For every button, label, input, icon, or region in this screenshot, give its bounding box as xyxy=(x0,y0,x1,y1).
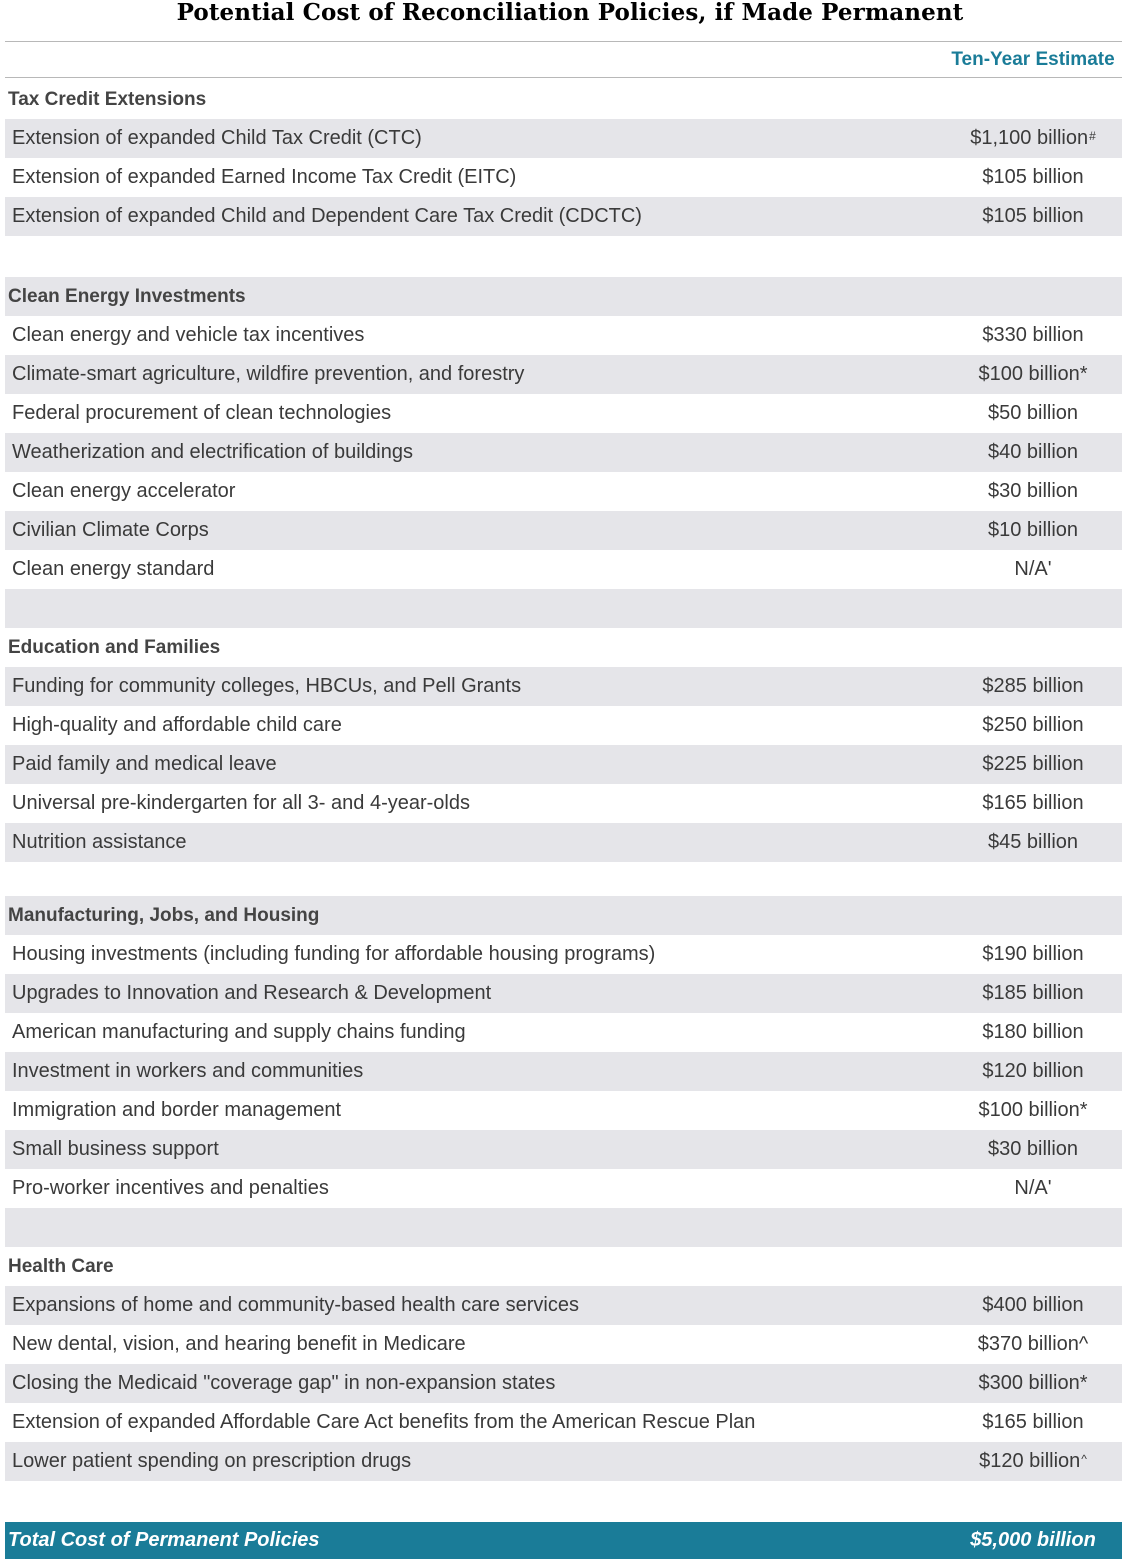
table-row xyxy=(5,472,1122,511)
policy-label: Housing investments (including funding for affordable housing programs) xyxy=(12,943,656,965)
policy-label: Weatherization and electrification of buildings xyxy=(12,441,413,463)
cost-value-text: $10 billion xyxy=(987,519,1079,541)
cost-value-text: $400 billion xyxy=(982,1294,1084,1316)
header-divider xyxy=(5,77,1122,78)
policy-label: Extension of expanded Affordable Care Act benefits from the American Rescue Plan xyxy=(12,1411,756,1433)
table-row xyxy=(5,784,1122,823)
section-heading-label: Health Care xyxy=(8,1255,114,1277)
policy-label: Pro-worker incentives and penalties xyxy=(12,1177,329,1199)
cost-value xyxy=(940,472,1122,511)
cost-value-text: $120 billion xyxy=(979,1450,1081,1472)
cost-value xyxy=(940,1286,1122,1325)
policy-label: American manufacturing and supply chains funding xyxy=(12,1021,466,1043)
policy-label: Lower patient spending on prescription drugs xyxy=(12,1450,412,1472)
policy-label: Federal procurement of clean technologies xyxy=(12,402,392,424)
cost-value-text: $330 billion xyxy=(982,324,1084,346)
table-row xyxy=(5,316,1122,355)
section-heading-label: Manufacturing, Jobs, and Housing xyxy=(8,904,320,926)
policy-label: Funding for community colleges, HBCUs, and Pell Grants xyxy=(12,675,522,697)
table-row xyxy=(5,197,1122,236)
section-heading-tax-credit-extensions xyxy=(5,80,1122,119)
cost-value-text: $180 billion xyxy=(982,1021,1084,1043)
cost-value xyxy=(940,1091,1122,1130)
title-divider xyxy=(5,41,1122,42)
policy-label: Clean energy standard xyxy=(12,558,215,580)
table-row xyxy=(5,158,1122,197)
total-value: $5,000 billion xyxy=(970,1529,1096,1551)
policy-label: Universal pre-kindergarten for all 3- and 4-year-olds xyxy=(12,792,470,814)
policy-label: Immigration and border management xyxy=(12,1099,342,1121)
table-row xyxy=(5,355,1122,394)
policy-label: Expansions of home and community-based health care services xyxy=(12,1294,579,1316)
cost-value-text: $250 billion xyxy=(982,714,1084,736)
cost-value xyxy=(940,197,1122,236)
cost-value xyxy=(940,158,1122,197)
policy-label: Civilian Climate Corps xyxy=(12,519,209,541)
table-row xyxy=(5,1130,1122,1169)
cost-value xyxy=(940,355,1122,394)
table-row xyxy=(5,433,1122,472)
table-row xyxy=(5,667,1122,706)
cost-value xyxy=(940,1052,1122,1091)
cost-value-text: $100 billion* xyxy=(978,363,1088,385)
cost-value xyxy=(940,316,1122,355)
table-row xyxy=(5,1286,1122,1325)
section-heading-education-and-families xyxy=(5,628,1122,667)
table-row xyxy=(5,1442,1122,1481)
table-row xyxy=(5,1403,1122,1442)
cost-value-text: $185 billion xyxy=(982,982,1084,1004)
policy-label: Extension of expanded Child and Dependent Care Tax Credit (CDCTC) xyxy=(12,205,642,227)
spacer-row xyxy=(5,236,1122,275)
table-row xyxy=(5,1169,1122,1208)
cost-value-text: $45 billion xyxy=(987,831,1079,853)
cost-value-text: $165 billion xyxy=(982,792,1084,814)
cost-value-text: N/A' xyxy=(1014,558,1052,580)
cost-value xyxy=(940,1130,1122,1169)
policy-label: Extension of expanded Child Tax Credit (CTC) xyxy=(12,127,422,149)
table-row xyxy=(5,550,1122,589)
total-row xyxy=(5,1522,1122,1559)
cost-value-text: $105 billion xyxy=(982,166,1084,188)
spacer-row xyxy=(5,589,1122,628)
table-row xyxy=(5,511,1122,550)
policy-label: Nutrition assistance xyxy=(12,831,187,853)
cost-value xyxy=(940,706,1122,745)
cost-value-text: $30 billion xyxy=(987,480,1079,502)
policy-label: Extension of expanded Earned Income Tax Credit (EITC) xyxy=(12,166,517,188)
cost-value xyxy=(940,550,1122,589)
policy-label: Investment in workers and communities xyxy=(12,1060,364,1082)
cost-value xyxy=(940,511,1122,550)
cost-value xyxy=(940,784,1122,823)
policy-label: Climate-smart agriculture, wildfire prevention, and forestry xyxy=(12,363,525,385)
table-row xyxy=(5,119,1122,158)
table-row xyxy=(5,1325,1122,1364)
cost-value-text: $370 billion^ xyxy=(977,1333,1089,1355)
table-row xyxy=(5,935,1122,974)
total-label: Total Cost of Permanent Policies xyxy=(8,1529,320,1551)
table-row xyxy=(5,1091,1122,1130)
section-heading-label: Clean Energy Investments xyxy=(8,285,246,307)
cost-value xyxy=(940,433,1122,472)
cost-value xyxy=(940,745,1122,784)
cost-value xyxy=(940,667,1122,706)
cost-value-text: $1,100 billion xyxy=(970,127,1089,149)
cost-value xyxy=(940,394,1122,433)
policy-label: Closing the Medicaid "coverage gap" in non-expansion states xyxy=(12,1372,556,1394)
policy-label: Small business support xyxy=(12,1138,219,1160)
cost-value xyxy=(940,119,1122,158)
section-heading-label: Tax Credit Extensions xyxy=(8,88,207,110)
cost-value-text: $225 billion xyxy=(982,753,1084,775)
policy-label: Clean energy and vehicle tax incentives xyxy=(12,324,365,346)
table-row xyxy=(5,1364,1122,1403)
table-row xyxy=(5,745,1122,784)
table-row xyxy=(5,394,1122,433)
cost-value-text: $40 billion xyxy=(987,441,1079,463)
section-heading-label: Education and Families xyxy=(8,636,221,658)
cost-value-text: $50 billion xyxy=(987,402,1079,424)
cost-value-text: $300 billion* xyxy=(978,1372,1088,1394)
page-title: Potential Cost of Reconciliation Policies, if Made Permanent xyxy=(176,0,964,26)
cost-value-text: $105 billion xyxy=(982,205,1084,227)
cost-value xyxy=(940,1403,1122,1442)
cost-value xyxy=(940,1325,1122,1364)
cost-value-text: $100 billion* xyxy=(978,1099,1088,1121)
table-row xyxy=(5,706,1122,745)
table-row xyxy=(5,974,1122,1013)
footnote-mark: # xyxy=(1089,128,1096,143)
section-heading-health-care xyxy=(5,1247,1122,1286)
cost-value xyxy=(940,935,1122,974)
cost-value-text: $285 billion xyxy=(982,675,1084,697)
cost-value xyxy=(940,823,1122,862)
cost-value xyxy=(940,1364,1122,1403)
policy-label: Upgrades to Innovation and Research & Development xyxy=(12,982,492,1004)
policy-label: Clean energy accelerator xyxy=(12,480,236,502)
footnote-mark: ^ xyxy=(1081,1451,1087,1466)
cost-value xyxy=(940,1013,1122,1052)
table-row xyxy=(5,1052,1122,1091)
policy-label: Paid family and medical leave xyxy=(12,753,277,775)
policy-label: New dental, vision, and hearing benefit in Medicare xyxy=(12,1333,466,1355)
cost-value xyxy=(940,1442,1122,1481)
cost-value xyxy=(940,974,1122,1013)
table-row xyxy=(5,823,1122,862)
spacer-row xyxy=(5,1208,1122,1247)
section-heading-clean-energy-investments xyxy=(5,277,1122,316)
cost-value-text: $190 billion xyxy=(982,943,1084,965)
cost-value-text: $30 billion xyxy=(987,1138,1079,1160)
cost-value-text: N/A' xyxy=(1014,1177,1052,1199)
cost-value xyxy=(940,1169,1122,1208)
table-row xyxy=(5,1013,1122,1052)
cost-value-text: $165 billion xyxy=(982,1411,1084,1433)
cost-value-text: $120 billion xyxy=(982,1060,1084,1082)
column-header-ten-year-estimate: Ten-Year Estimate xyxy=(951,49,1115,70)
policy-label: High-quality and affordable child care xyxy=(12,714,342,736)
section-heading-manufacturing-jobs-and-housing xyxy=(5,896,1122,935)
